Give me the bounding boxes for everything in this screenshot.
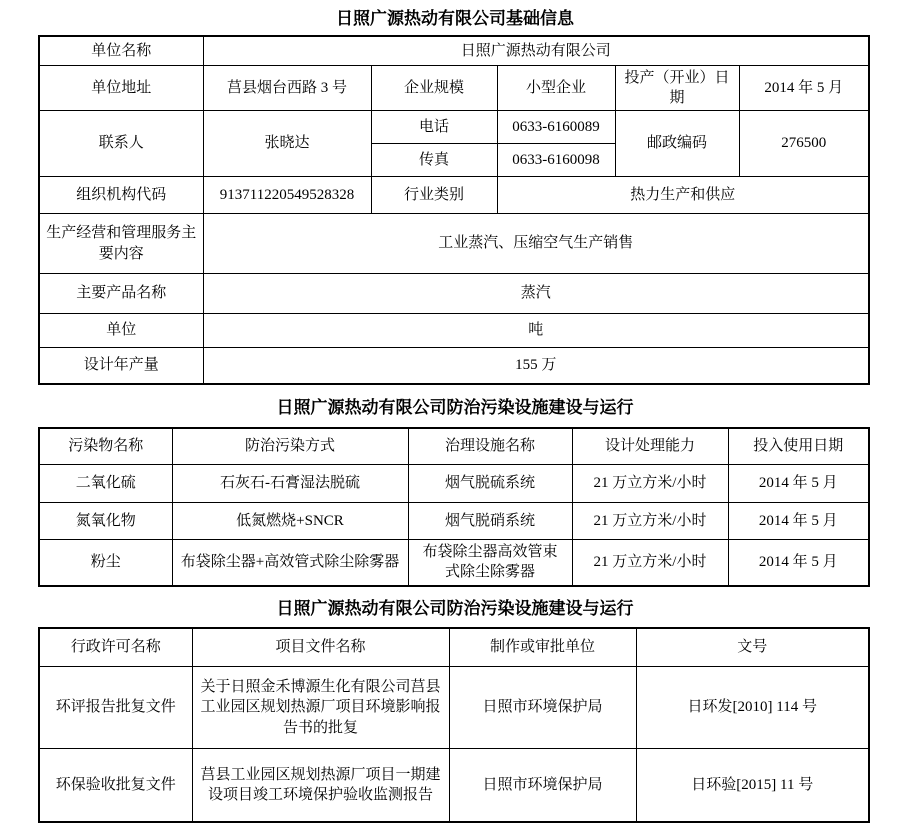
table-row [39,503,869,540]
table-cell: 关于日照金禾博源生化有限公司莒县 工业园区规划热源厂项目环境影响报 告书的批复 [192,667,449,749]
unit-name-label: 单位名称 [39,36,203,65]
table-cell: 2014 年 5 月 [728,465,869,503]
table-row [39,274,869,314]
business-scope-value: 工业蒸汽、压缩空气生产销售 [203,214,869,274]
table-cell: 布袋除尘器+高效管式除尘除雾器 [172,540,408,586]
postal-code-value: 276500 [739,111,869,177]
enterprise-scale-value: 小型企业 [497,65,615,111]
table-cell: 烟气脱硝系统 [408,503,572,540]
table-row [39,465,869,503]
org-code-value: 913711220549528328 [203,177,371,214]
table-cell: 2014 年 5 月 [728,540,869,586]
phone-value: 0633-6160089 [497,111,615,144]
pollution-control-table [38,427,870,587]
column-header: 制作或审批单位 [449,628,636,667]
table-cell: 莒县工业园区规划热源厂项目一期建 设项目竣工环境保护验收监测报告 [192,749,449,822]
table-cell: 日环验[2015] 11 号 [636,749,869,822]
table-cell: 环评报告批复文件 [39,667,192,749]
table-cell: 环保验收批复文件 [39,749,192,822]
table-header-row [39,428,869,465]
table-row [39,348,869,384]
address-value: 莒县烟台西路 3 号 [203,65,371,111]
pollution-control-title-2: 日照广源热动有限公司防治污染设施建设与运行 [276,598,634,618]
industry-value: 热力生产和供应 [497,177,869,214]
column-header: 文号 [636,628,869,667]
design-annual-output-label: 设计年产量 [39,348,203,384]
postal-code-label: 邮政编码 [615,111,739,177]
table-cell: 21 万立方米/小时 [572,503,728,540]
table-row [39,65,869,111]
fax-label: 传真 [371,144,497,177]
main-product-value: 蒸汽 [203,274,869,314]
unit-name-value: 日照广源热动有限公司 [203,36,869,65]
table-cell: 粉尘 [39,540,172,586]
operation-date-label: 投产（开业）日期 [615,65,739,111]
table-row [39,314,869,348]
column-header: 设计处理能力 [572,428,728,465]
table-cell: 布袋除尘器高效管束 式除尘除雾器 [408,540,572,586]
table-header-row [39,628,869,667]
basic-info-table [38,35,870,385]
column-header: 防治污染方式 [172,428,408,465]
table-cell: 石灰石-石膏湿法脱硫 [172,465,408,503]
table-cell: 烟气脱硫系统 [408,465,572,503]
table-cell: 日照市环境保护局 [449,749,636,822]
operation-date-value: 2014 年 5 月 [739,65,869,111]
unit-value: 吨 [203,314,869,348]
phone-label: 电话 [371,111,497,144]
table-row [39,540,869,586]
basic-info-title: 日照广源热动有限公司基础信息 [336,9,574,28]
contact-value: 张晓达 [203,111,371,177]
table-cell: 日照市环境保护局 [449,667,636,749]
table-row [39,111,869,144]
enterprise-scale-label: 企业规模 [371,65,497,111]
table-row [39,177,869,214]
design-annual-output-value: 155 万 [203,348,869,384]
table-row [39,749,869,822]
industry-label: 行业类别 [371,177,497,214]
table-row [39,667,869,749]
table-cell: 2014 年 5 月 [728,503,869,540]
fax-value: 0633-6160098 [497,144,615,177]
table-row [39,214,869,274]
column-header: 污染物名称 [39,428,172,465]
table-row [39,36,869,65]
table-cell: 21 万立方米/小时 [572,465,728,503]
contact-label: 联系人 [39,111,203,177]
table-cell: 21 万立方米/小时 [572,540,728,586]
pollution-control-title-1: 日照广源热动有限公司防治污染设施建设与运行 [276,397,634,417]
address-label: 单位地址 [39,65,203,111]
main-product-label: 主要产品名称 [39,274,203,314]
table-cell: 日环发[2010] 114 号 [636,667,869,749]
permit-table [38,627,870,823]
table-cell: 低氮燃烧+SNCR [172,503,408,540]
unit-label: 单位 [39,314,203,348]
org-code-label: 组织机构代码 [39,177,203,214]
column-header: 项目文件名称 [192,628,449,667]
column-header: 投入使用日期 [728,428,869,465]
table-cell: 氮氧化物 [39,503,172,540]
column-header: 行政许可名称 [39,628,192,667]
business-scope-label: 生产经营和管理服务主要内容 [39,214,203,274]
column-header: 治理设施名称 [408,428,572,465]
table-cell: 二氧化硫 [39,465,172,503]
